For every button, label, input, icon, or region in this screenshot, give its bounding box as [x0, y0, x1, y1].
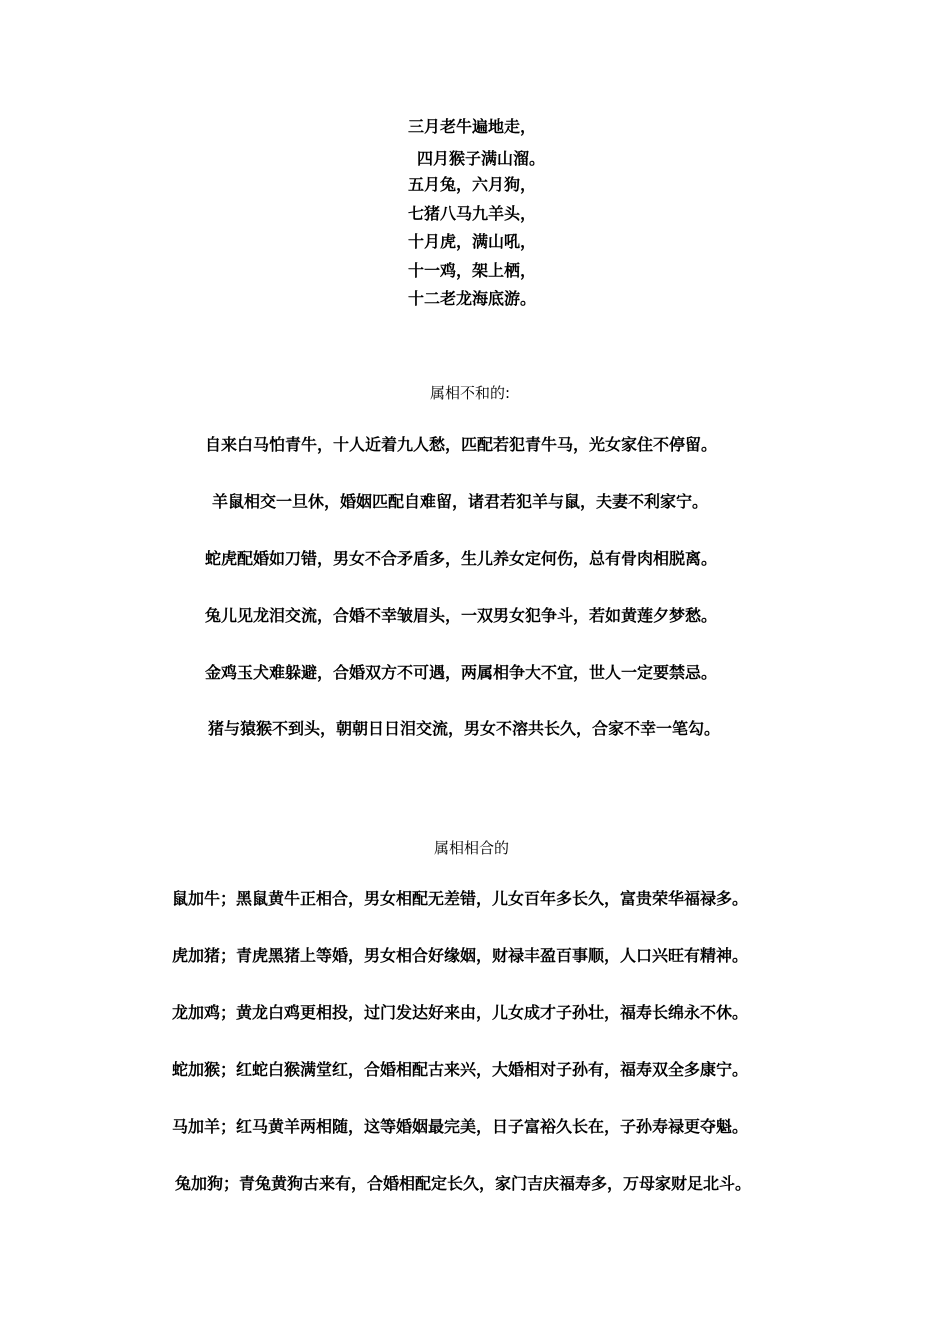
compatible-line: 鼠加牛；黑鼠黄牛正相合，男女相配无差错，儿女百年多长久，富贵荣华福禄多。: [172, 889, 749, 908]
section-heading: 属相不和的:: [430, 384, 511, 402]
verse-line: 七猪八马九羊头，: [408, 204, 537, 223]
verse-line: 十月虎，满山吼，: [408, 232, 537, 251]
incompatible-line: 兔儿见龙泪交流，合婚不幸皱眉头，一双男女犯争斗，若如黄莲夕梦愁。: [205, 606, 718, 625]
incompatible-line: 金鸡玉犬难躲避，合婚双方不可遇，两属相争大不宜，世人一定要禁忌。: [205, 663, 718, 682]
verse-line: 四月猴子满山溜。: [417, 149, 546, 168]
compatible-line: 蛇加猴；红蛇白猴满堂红，合婚相配古来兴，大婚相对子孙有，福寿双全多康宁。: [172, 1060, 749, 1079]
compatible-line: 兔加狗；青兔黄狗古来有，合婚相配定长久，家门吉庆福寿多，万母家财足北斗。: [175, 1174, 752, 1193]
incompatible-line: 猪与猿猴不到头，朝朝日日泪交流，男女不溶共长久，合家不幸一笔勾。: [208, 719, 721, 738]
compatible-line: 马加羊；红马黄羊两相随，这等婚姻最完美，日子富裕久长在，子孙寿禄更夺魁。: [172, 1117, 749, 1136]
verse-line: 三月老牛遍地走，: [408, 117, 537, 136]
verse-line: 十一鸡，架上栖，: [408, 261, 537, 280]
section-heading: 属相相合的: [434, 839, 510, 857]
verse-line: 五月兔，六月狗，: [408, 175, 537, 194]
compatible-line: 虎加猪；青虎黑猪上等婚，男女相合好缘姻，财禄丰盈百事顺，人口兴旺有精神。: [172, 946, 749, 965]
incompatible-line: 自来白马怕青牛，十人近着九人愁，匹配若犯青牛马，光女家住不停留。: [205, 435, 718, 454]
incompatible-line: 蛇虎配婚如刀错，男女不合矛盾多，生儿养女定何伤，总有骨肉相脱离。: [205, 549, 718, 568]
compatible-line: 龙加鸡；黄龙白鸡更相投，过门发达好来由，儿女成才子孙壮，福寿长绵永不休。: [172, 1003, 749, 1022]
verse-line: 十二老龙海底游。: [408, 289, 537, 308]
incompatible-line: 羊鼠相交一旦休，婚姻匹配自难留，诸君若犯羊与鼠，夫妻不利家宁。: [212, 492, 709, 511]
